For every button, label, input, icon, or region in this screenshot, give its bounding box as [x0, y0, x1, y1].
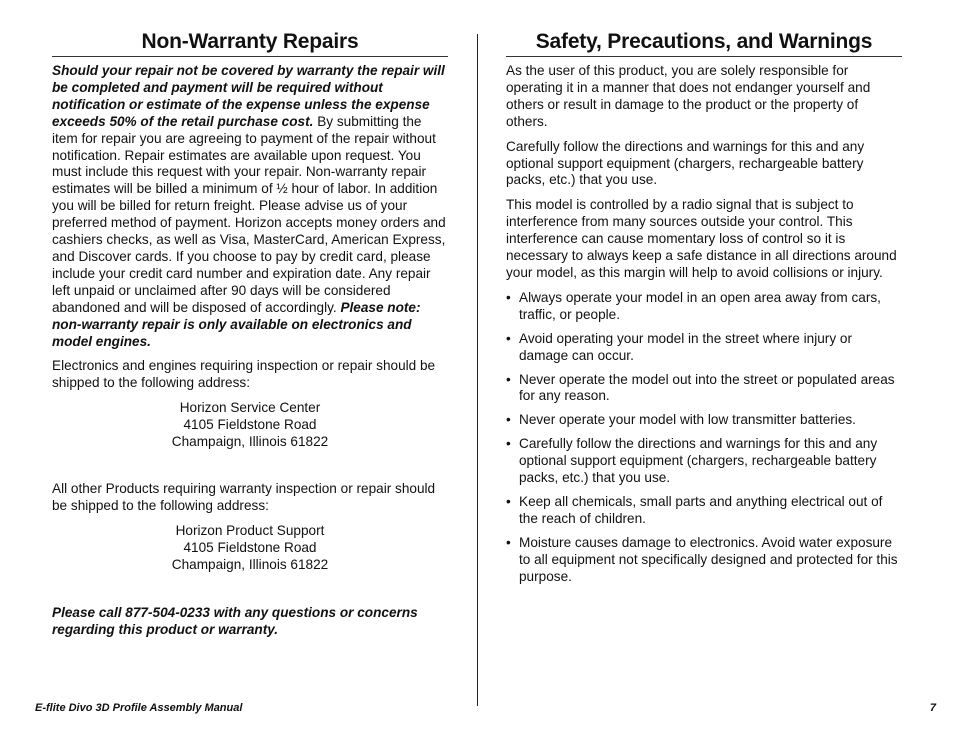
list-item-text: Never operate your model with low transmitter batteries. — [519, 412, 856, 428]
non-warranty-paragraph — [52, 63, 448, 350]
address-line: 4105 Fieldstone Road — [183, 417, 317, 433]
safety-column — [506, 30, 902, 592]
bullet-icon: • — [506, 493, 511, 509]
safety-bullet-list — [506, 290, 902, 586]
bullet-icon: • — [506, 289, 511, 305]
list-item — [506, 412, 902, 429]
safety-paragraph: Carefully follow the directions and warnings for this and any optional support equipment (chargers, rechargeable battery packs, etc.) that you use. — [506, 138, 865, 188]
non-warranty-note: Please note: non-warranty repair is only available on electronics and model engines. — [52, 299, 421, 349]
list-item — [506, 535, 902, 586]
electronics-shipping-text: Electronics and engines requiring inspection or repair should be shipped to the following address: — [52, 358, 436, 391]
list-item-text: Moisture causes damage to electronics. Avoid water exposure to all equipment not specifically designed and protected for this purpose. — [519, 534, 898, 584]
page-number: 7 — [929, 702, 936, 714]
non-warranty-column — [52, 30, 448, 647]
section-title-safety: Safety, Precautions, and Warnings — [506, 30, 902, 57]
list-item — [506, 331, 902, 365]
address-line: Champaign, Illinois 61822 — [171, 434, 329, 450]
bullet-icon: • — [506, 412, 511, 428]
section-title-non-warranty: Non-Warranty Repairs — [52, 30, 448, 57]
other-products-shipping-text: All other Products requiring warranty inspection or repair should be shipped to the following address: — [52, 480, 436, 513]
list-item — [506, 290, 902, 324]
address-line: Horizon Product Support — [175, 522, 325, 538]
manual-title-footer: E-flite Divo 3D Profile Assembly Manual — [35, 702, 243, 714]
address-line: Champaign, Illinois 61822 — [171, 556, 329, 572]
service-center-address — [52, 400, 448, 451]
list-item — [506, 372, 902, 406]
bullet-icon: • — [506, 330, 511, 346]
bullet-icon: • — [506, 436, 511, 452]
list-item-text: Carefully follow the directions and warnings for this and any optional support equipment (chargers, rechargeable battery packs, etc.) that you use. — [519, 436, 878, 486]
list-item-text: Avoid operating your model in the street where injury or damage can occur. — [519, 330, 852, 363]
list-item — [506, 494, 902, 528]
address-line: Horizon Service Center — [179, 400, 321, 416]
product-support-address — [52, 523, 448, 574]
column-divider — [477, 34, 478, 706]
list-item-text: Keep all chemicals, small parts and anything electrical out of the reach of children. — [519, 493, 883, 526]
safety-paragraph: As the user of this product, you are solely responsible for operating it in a manner that does not endanger yourself and others or result in damage to the product or the property of others. — [506, 63, 871, 129]
bullet-icon: • — [506, 371, 511, 387]
list-item — [506, 436, 902, 487]
list-item-text: Always operate your model in an open area away from cars, traffic, or people. — [519, 289, 881, 322]
non-warranty-bold-intro: Should your repair not be covered by warranty the repair will be completed and payment will be required without notification or estimate of the expense unless the expense exceeds 50% of the retail purchase cost. — [52, 63, 445, 129]
non-warranty-body: By submitting the item for repair you are agreeing to payment of the repair without notification. Repair estimates are available upon request. You must include this request with your repair. Non-warranty repair estimates will be billed a minimum of ½ hour of labor. In addition you will be billed for return freight. Please advise us of your preferred method of payment. Horizon accepts money orders and cashiers checks, as well as Visa, MasterCard, American Express, and Discover cards. If you choose to pay by credit card, please include your credit card number and expiration date. Any repair left unpaid or unclaimed after 90 days will be considered abandoned and will be disposed of accordingly. — [52, 113, 446, 315]
address-line: 4105 Fieldstone Road — [183, 539, 317, 555]
list-item-text: Never operate the model out into the street or populated areas for any reason. — [519, 371, 895, 404]
bullet-icon: • — [506, 534, 511, 550]
contact-note: Please call 877-504-0233 with any questions or concerns regarding this product or warranty. — [52, 605, 418, 638]
safety-paragraph: This model is controlled by a radio signal that is subject to interference from many sources outside your control. This interference can cause momentary loss of control so it is necessary to always keep a safe distance in all directions around your model, as this margin will help to avoid collisions or injury. — [506, 197, 897, 280]
